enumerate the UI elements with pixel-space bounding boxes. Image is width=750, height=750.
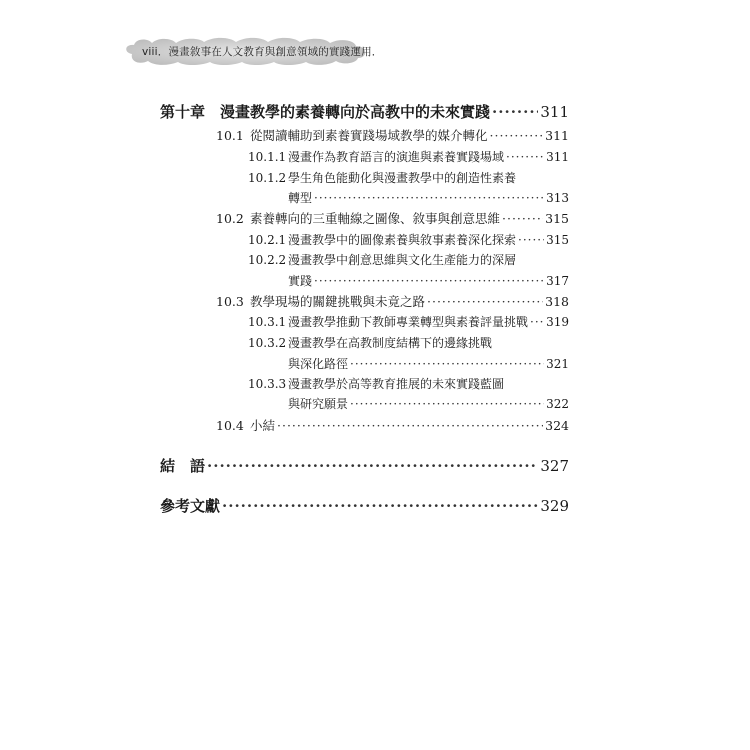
page-number: 317: [546, 274, 569, 288]
subsection-title: 漫畫教學推動下教師專業轉型與素養評量挑戰: [288, 315, 529, 329]
toc-references[interactable]: [160, 495, 569, 516]
toc-subsection-10-1-2[interactable]: [248, 169, 569, 186]
dot-leader: [314, 191, 544, 205]
toc-subsection-10-2-2-cont[interactable]: [288, 272, 569, 289]
section-number: 10.1: [216, 128, 244, 143]
subsection-number: 10.2.2: [248, 253, 287, 267]
dot-leader: [518, 233, 544, 247]
running-header: [122, 36, 383, 66]
page-number: 321: [546, 357, 569, 371]
chapter-number: 第十章: [160, 103, 206, 121]
subsection-number: 10.3.2: [248, 336, 287, 350]
toc-subsection-10-2-2[interactable]: [248, 251, 569, 268]
toc-section-10-1[interactable]: [216, 126, 569, 144]
toc-subsection-10-3-2[interactable]: [248, 334, 569, 351]
subsection-number: 10.2.1: [248, 233, 287, 247]
dot-leader: [530, 315, 544, 329]
dot-leader: [350, 397, 544, 411]
subsection-title: 漫畫作為教育語言的演進與素養實踐場域: [288, 150, 505, 164]
subsection-title: 學生角色能動化與漫畫教學中的創造性素養: [288, 171, 517, 185]
page-number: 324: [545, 418, 569, 433]
dot-leader: [490, 128, 544, 143]
section-title: 素養轉向的三重軸線之圖像、敘事與創意思維: [250, 211, 501, 226]
toc-section-10-2[interactable]: [216, 209, 569, 227]
subsection-number: 10.1.1: [248, 150, 287, 164]
dot-leader: [492, 103, 538, 121]
section-number: 10.3: [216, 294, 244, 309]
subsection-title: 漫畫教學中創意思維與文化生產能力的深層: [288, 253, 517, 267]
section-title: 從閱讀輔助到素養實踐場域教學的媒介轉化: [250, 128, 488, 143]
page-number: 311: [546, 150, 569, 164]
toc-subsection-10-1-2-cont[interactable]: [288, 189, 569, 206]
toc-section-10-3[interactable]: [216, 292, 569, 310]
header-text: viii．漫畫敘事在人文教育與創意領域的實踐運用．: [142, 46, 383, 58]
toc-subsection-10-3-3-cont[interactable]: [288, 395, 569, 412]
dot-leader: [427, 294, 543, 309]
toc-chapter-10[interactable]: [160, 101, 569, 122]
subsection-number: 10.3.3: [248, 377, 287, 391]
dot-leader: [506, 150, 544, 164]
subsection-title: 漫畫教學於高等教育推展的未來實踐藍圖: [288, 377, 505, 391]
dot-leader: [207, 457, 538, 475]
subsection-title-continued: 轉型: [288, 191, 313, 205]
subsection-number: 10.3.1: [248, 315, 287, 329]
section-title: 教學現場的關鍵挑戰與未竟之路: [250, 294, 426, 309]
dot-leader: [314, 274, 544, 288]
page-number: 329: [540, 497, 569, 515]
page-number: 311: [540, 103, 569, 121]
toc-subsection-10-3-1[interactable]: [248, 313, 569, 330]
dot-leader: [222, 497, 538, 515]
dot-leader: [350, 357, 544, 371]
dot-leader: [502, 211, 543, 226]
page-number: 315: [546, 233, 569, 247]
subsection-title-continued: 與研究願景: [288, 397, 349, 411]
page-number: 322: [546, 397, 569, 411]
page-number: 311: [545, 128, 569, 143]
chapter-title: 漫畫教學的素養轉向於高教中的未來實踐: [220, 103, 491, 121]
toc-subsection-10-3-2-cont[interactable]: [288, 355, 569, 372]
page-number: 319: [546, 315, 569, 329]
conclusion-title: 結 語: [160, 457, 206, 475]
references-title: 參考文獻: [160, 497, 221, 515]
page-number: 315: [545, 211, 569, 226]
toc-subsection-10-2-1[interactable]: [248, 231, 569, 248]
page-number: 313: [546, 191, 569, 205]
subsection-title: 漫畫教學中的圖像素養與敘事素養深化探索: [288, 233, 517, 247]
page-number: 318: [545, 294, 569, 309]
section-number: 10.4: [216, 418, 244, 433]
section-number: 10.2: [216, 211, 244, 226]
subsection-title: 漫畫教學在高教制度結構下的邊緣挑戰: [288, 336, 493, 350]
dot-leader: [277, 418, 543, 433]
toc-subsection-10-1-1[interactable]: [248, 148, 569, 165]
subsection-title-continued: 與深化路徑: [288, 357, 349, 371]
toc-subsection-10-3-3[interactable]: [248, 375, 569, 392]
toc-section-10-4[interactable]: [216, 416, 569, 434]
subsection-title-continued: 實踐: [288, 274, 313, 288]
subsection-number: 10.1.2: [248, 171, 287, 185]
section-title: 小結: [250, 418, 276, 433]
page-number: 327: [540, 457, 569, 475]
toc-conclusion[interactable]: [160, 455, 569, 476]
